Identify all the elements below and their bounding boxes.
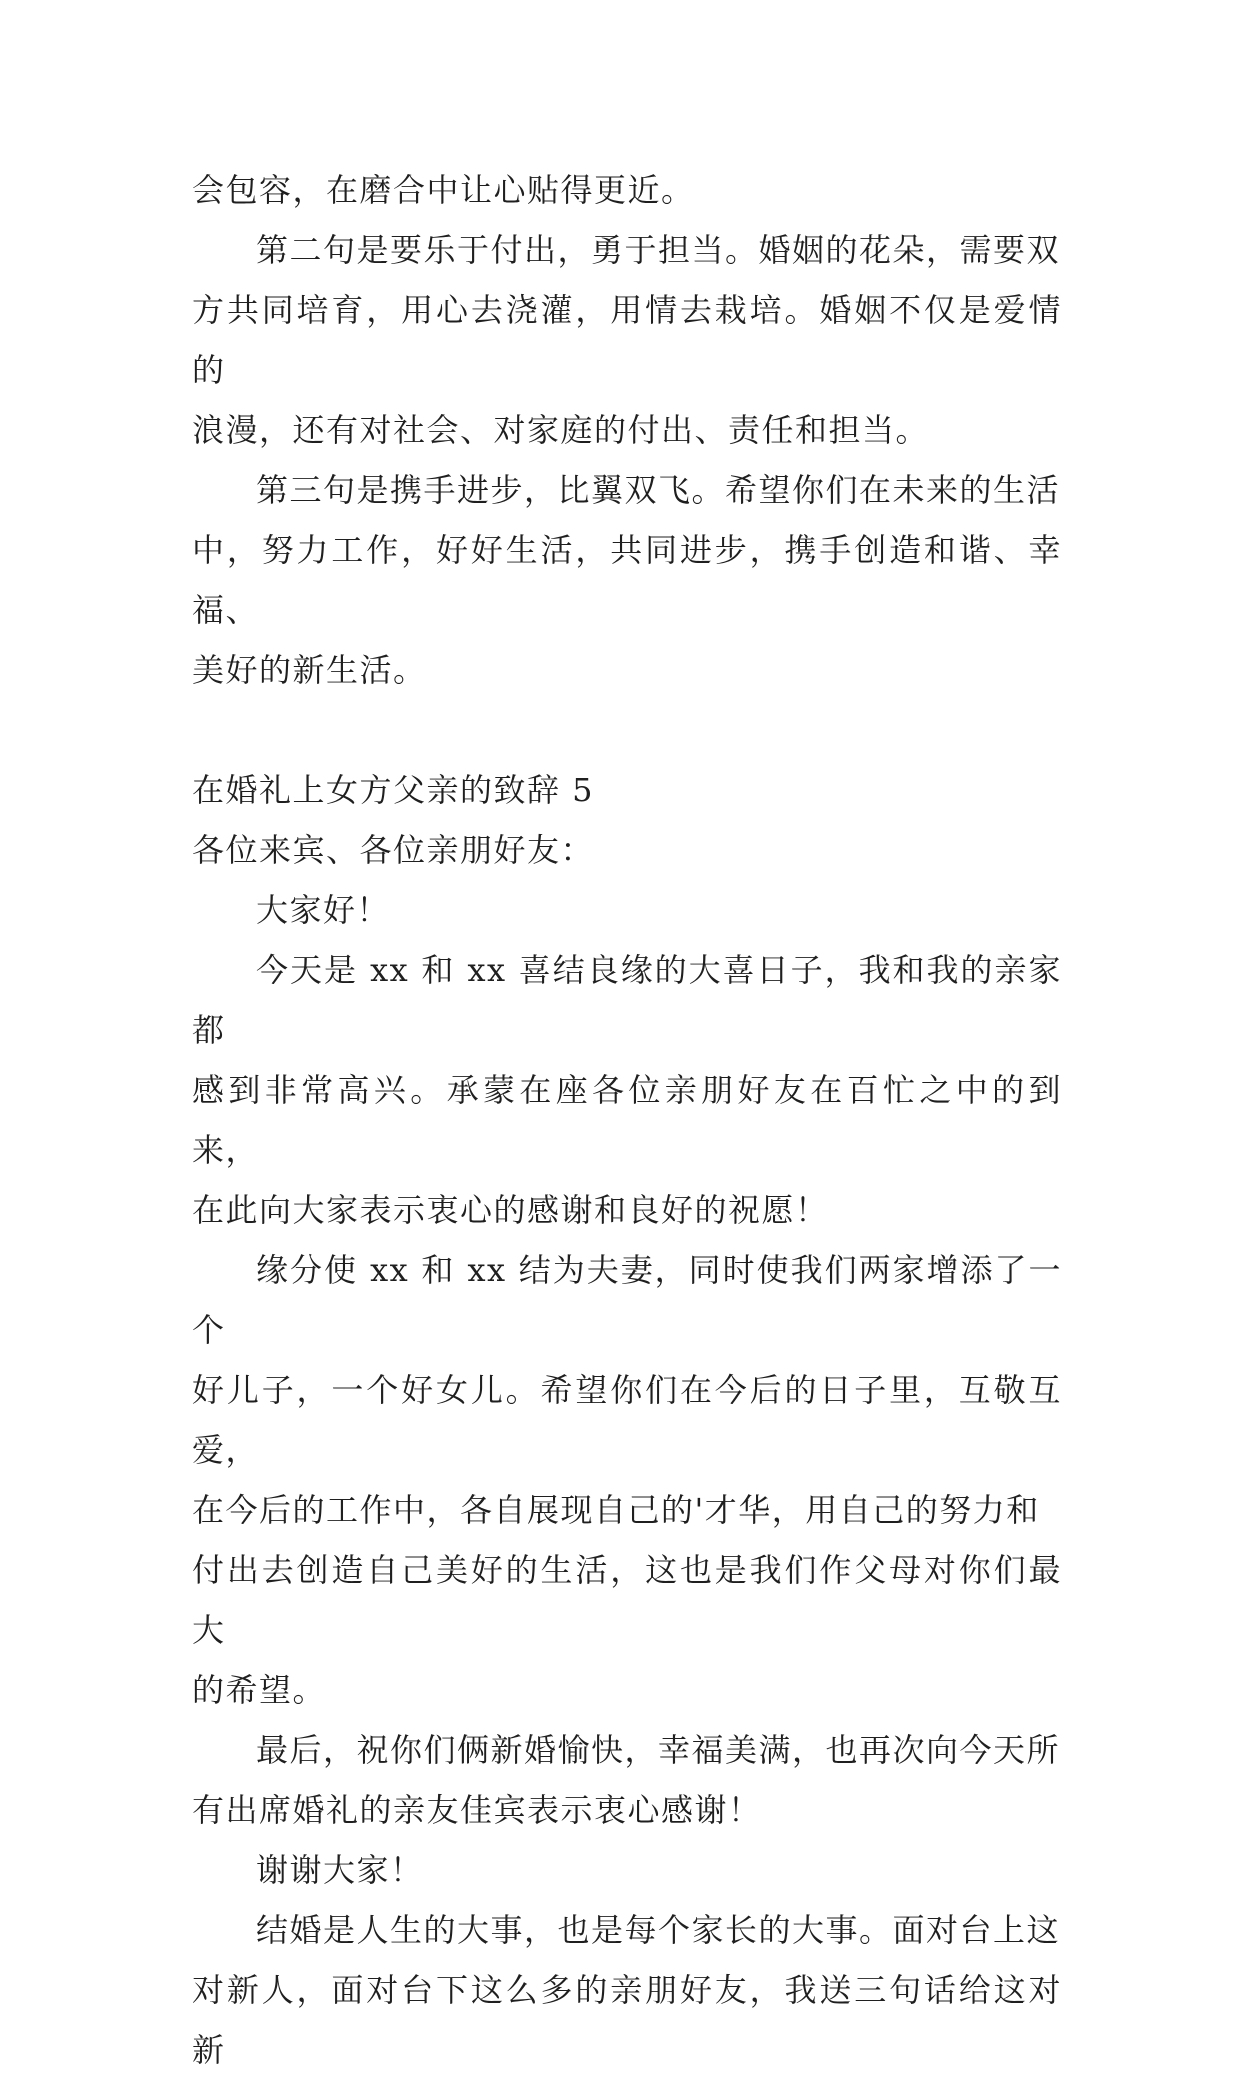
document-body xyxy=(192,160,1062,2080)
salutation: 各位来宾、各位亲朋好友： xyxy=(192,831,595,869)
paragraph-third-point: 第三句是携手进步，比翼双飞。希望你们在未来的生活 中，努力工作，好好生活，共同进步，携手创造和谐、幸福、 美好的新生活。 xyxy=(192,471,1062,689)
paragraph-closing: 最后，祝你们俩新婚愉快，幸福美满，也再次向今天所 有出席婚礼的亲友佳宾表示衷心感谢！ xyxy=(192,1731,1061,1829)
paragraph-wishes: 缘分使 xx 和 xx 结为夫妻，同时使我们两家增添了一个 好儿子，一个好女儿。希望你们在今后的日子里，互敬互爱， 在今后的工作中，各自展现自己的'才华，用自己的努力和 付出去创造自己美好的生活，这也是我们作父母对你们最大 的希望。 xyxy=(192,1251,1062,1709)
paragraph-opening: 今天是 xx 和 xx 喜结良缘的大喜日子，我和我的亲家都 感到非常高兴。承蒙在座各位亲朋好友在百忙之中的到来， 在此向大家表示衷心的感谢和良好的祝愿！ xyxy=(192,951,1062,1229)
paragraph-next-speech: 结婚是人生的大事，也是每个家长的大事。面对台上这 对新人，面对台下这么多的亲朋好友，我送三句话给这对新 xyxy=(192,1911,1062,2069)
paragraph-second-point: 第二句是要乐于付出，勇于担当。婚姻的花朵，需要双 方共同培育，用心去浇灌，用情去栽培。婚姻不仅是爱情的 浪漫，还有对社会、对家庭的付出、责任和担当。 xyxy=(192,231,1062,449)
section-spacer xyxy=(192,700,1062,760)
section-heading: 在婚礼上女方父亲的致辞 5 xyxy=(192,771,595,809)
thanks-line: 谢谢大家！ xyxy=(256,1851,424,1889)
paragraph-continuation: 会包容，在磨合中让心贴得更近。 xyxy=(192,171,695,209)
greeting: 大家好！ xyxy=(256,891,391,929)
